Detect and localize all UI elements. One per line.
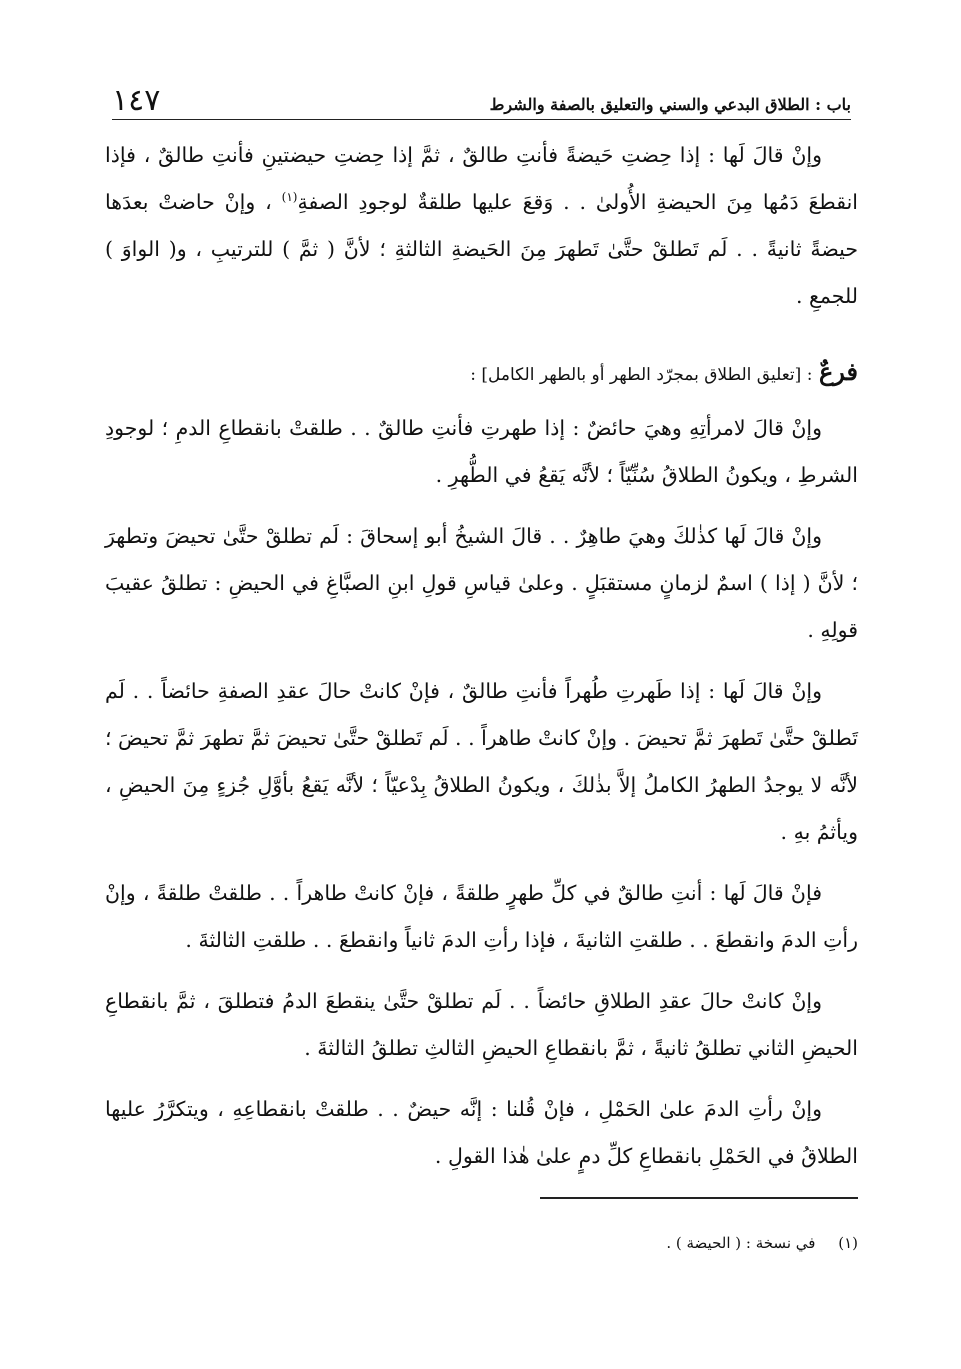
footnote-reference: (١) (281, 190, 298, 205)
chapter-title: باب : الطلاق البدعي والسني والتعليق بالصفة والشرط (489, 95, 851, 114)
branch-title: : [تعليق الطلاق بمجرّد الطهر أو بالطهر الكامل] : (470, 365, 813, 385)
paragraph: وإنْ قالَ لَها : إذا حِضتِ حَيضةً فأنتِ طالقٌ ، ثمَّ إذا حِضتِ حيضتينِ فأنتِ طالقٌ ، فإذا انقطعَ دَمُها مِنَ الحيضةِ الأُولىٰ . . وَقعَ عليها طلقةٌ لوجودِ الصفةِ$^{(١)}$ ، وإنْ حاضتْ بعدَها حيضةً ثانيةً . . لَم تَطلقْ حتَّىٰ تَطهرَ مِنَ الحَيضةِ الثالثةِ ؛ لأنَّ ( ثمَّ ) للترتيبِ ، و( الواوَ ) للجمعِ . (105, 143, 858, 308)
paragraph: وإنْ رأتِ الدمَ علىٰ الحَمْلِ ، فإنْ قُلنا : إنَّه حيضٌ . . طلقتْ بانقطاعِهِ ، ويتكرَّرُ عليها الطلاقُ في الحَمْلِ بانقطاعِ كلِّ دمٍ علىٰ هٰذا القولِ . (105, 1097, 858, 1168)
page-number: ١٤٧ (112, 83, 161, 118)
paragraph: وإنْ قالَ لامرأتِهِ وهيَ حائضٌ : إذا طهرتِ فأنتِ طالقٌ . . طلقتْ بانقطاعِ الدمِ ؛ لوجودِ الشرطِ ، ويكونُ الطلاقُ سُنِّيّاً ؛ لأنَّه يَقعُ في الطُّهرِ . (105, 416, 858, 487)
footnote-divider (540, 1197, 858, 1199)
footnote-text: في نسخة : ( الحيضة ) . (666, 1234, 816, 1252)
branch-label: فرعٌ (818, 357, 858, 386)
paragraph: وإنْ قالَ لَها : إذا طَهرتِ طُهراً فأنتِ طالقٌ ، فإنْ كانتْ حالَ عقدِ الصفةِ حائضاً . . لَم تَطلقْ حتَّىٰ تَطهرَ ثمَّ تحيضَ . وإنْ كانتْ طاهراً . . لَم تَطلقْ حتَّىٰ تحيضَ ثمَّ تطهرَ ثمَّ تحيضَ ؛ لأنَّه لا يوجدُ الطهرُ الكاملُ إلاَّ بذٰلكَ ، ويكونُ الطلاقُ بِدْعيّاً ؛ لأنَّه يَقعُ بأوَّلِ جُزءٍ مِنَ الحيضِ ، ويأثمُ بهِ . (105, 679, 858, 844)
footnote (105, 1228, 858, 1258)
running-header (112, 70, 851, 118)
paragraph: وإنْ قالَ لَها كذٰلكَ وهيَ طاهِرٌ . . قالَ الشيخُ أبو إسحاقَ : لَم تطلقْ حتَّىٰ تحيضَ وتطهرَ ؛ لأنَّ ( إذا ) اسمٌ لزمانٍ مستقبَلٍ . وعلىٰ قياسِ قولِ ابنِ الصبَّاغِ في الحيضِ : تطلقُ عقيبَ قولِهِ . (105, 524, 858, 642)
footnote-mark: (١) (838, 1234, 858, 1252)
section-heading (105, 348, 858, 399)
header-divider (112, 119, 851, 120)
paragraph: فإنْ قالَ لَها : أنتِ طالقٌ في كلِّ طهرٍ طلقةً ، فإنْ كانتْ طاهراً . . طلقتْ طلقةً ، وإنْ رأتِ الدمَ وانقطعَ . . طلقتِ الثانيةَ ، فإذا رأتِ الدمَ ثانياً وانقطعَ . . طلقتِ الثالثةَ . (105, 881, 858, 952)
main-text (105, 132, 858, 1194)
paragraph: وإنْ كانتْ حالَ عقدِ الطلاقِ حائضاً . . لَم تطلقْ حتَّىٰ ينقطعَ الدمُ فتطلقَ ، ثمَّ بانقطاعِ الحيضِ الثاني تطلقُ ثانيةً ، ثمَّ بانقطاعِ الحيضِ الثالثِ تطلقُ الثالثةَ . (105, 989, 858, 1060)
